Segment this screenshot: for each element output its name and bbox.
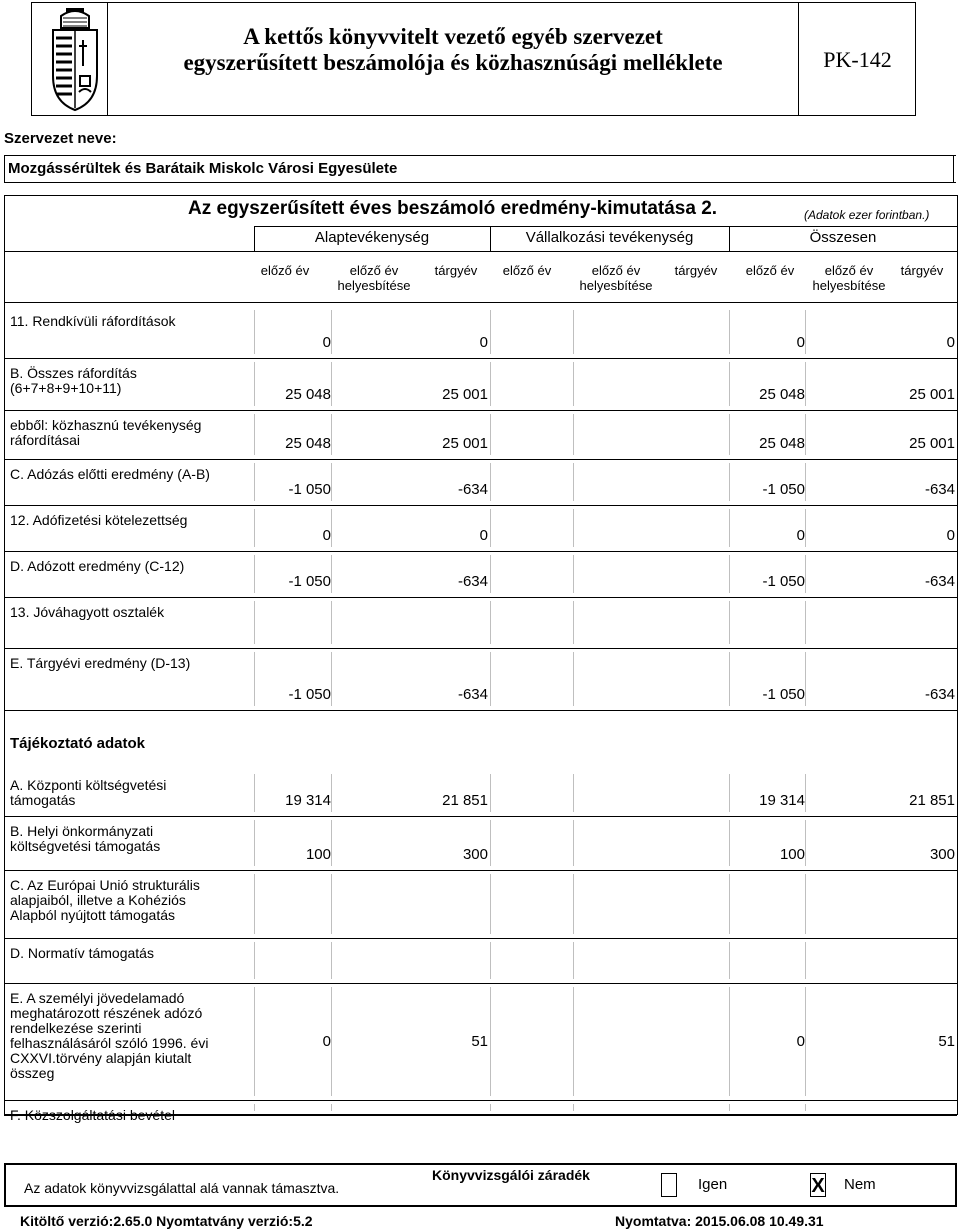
- value-cell: 0: [796, 1032, 805, 1050]
- cell-divider: [331, 652, 332, 706]
- value-cell: 25 001: [909, 435, 955, 452]
- statement-title: Az egyszerűsített éves beszámoló eredmény-kimutatása 2.: [188, 198, 718, 219]
- cell-divider: [805, 774, 806, 812]
- cell-divider: [573, 942, 574, 979]
- value-cell: 0: [796, 334, 805, 351]
- value-cell: 300: [929, 846, 955, 863]
- row-label-line: rendelkezése szerinti: [10, 1020, 142, 1036]
- column-heading-line: előző év: [745, 263, 795, 278]
- value-cell: -1 050: [288, 573, 331, 590]
- row-label: [10, 513, 254, 528]
- group-total: Összesen: [809, 229, 877, 246]
- row-label: [10, 467, 254, 482]
- row-label: [10, 605, 254, 620]
- row-label-line: 13. Jóváhagyott osztalék: [10, 604, 165, 620]
- column-heading-line: helyesbítése: [812, 278, 886, 293]
- cell-divider: [331, 362, 332, 406]
- row-divider: [4, 816, 957, 817]
- row-label: [10, 418, 254, 448]
- value-cell: -634: [924, 481, 955, 498]
- value-cell: -1 050: [288, 481, 331, 498]
- cell-divider: [805, 555, 806, 593]
- row-divider: [4, 597, 957, 598]
- group-business: Vállalkozási tevékenység: [525, 229, 694, 246]
- org-name: Mozgássérültek és Barátaik Miskolc Városi Egyesülete: [8, 160, 398, 177]
- title-line-2: egyszerűsített beszámolója és közhasznúsági melléklete: [183, 50, 723, 75]
- value-cell: -1 050: [288, 686, 331, 703]
- cell-divider: [331, 601, 332, 644]
- cell-divider: [331, 509, 332, 547]
- cell-divider: [805, 509, 806, 547]
- page-title: [108, 24, 798, 76]
- row-label-line: költségvetési támogatás: [10, 838, 161, 854]
- row-divider: [4, 410, 957, 411]
- row-label-line: 11. Rendkívüli ráfordítások: [10, 313, 176, 329]
- cell-divider: [490, 601, 491, 644]
- column-heading-line: helyesbítése: [579, 278, 653, 293]
- row-label: [10, 991, 254, 1081]
- cell-divider: [490, 310, 491, 354]
- row-label-line: Alapból nyújtott támogatás: [10, 907, 175, 923]
- row-divider: [4, 710, 957, 711]
- row-label-line: B. Helyi önkormányzati: [10, 823, 154, 839]
- cell-divider: [805, 1104, 806, 1111]
- cell-divider: [573, 362, 574, 406]
- row-label-line: E. Tárgyévi eredmény (D-13): [10, 655, 191, 671]
- column-heading: [329, 263, 419, 293]
- row-label-line: D. Normatív támogatás: [10, 945, 154, 961]
- value-cell: -634: [457, 686, 488, 703]
- cell-divider: [573, 310, 574, 354]
- value-cell: -1 050: [762, 573, 805, 590]
- value-cell: 0: [796, 527, 805, 544]
- coat-of-arms-icon: [47, 6, 103, 112]
- cell-divider: [729, 942, 730, 979]
- cell-divider: [331, 463, 332, 501]
- cell-divider: [805, 942, 806, 979]
- title-line-1: A kettős könyvvitelt vezető egyéb szervezet: [243, 24, 663, 49]
- column-heading-line: előző év: [349, 263, 399, 278]
- cell-divider: [729, 601, 730, 644]
- cell-divider: [805, 652, 806, 706]
- cell-divider: [331, 942, 332, 979]
- row-label: [10, 878, 254, 923]
- value-cell: 21 851: [442, 792, 488, 809]
- column-heading-line: tárgyév: [674, 263, 718, 278]
- row-label-line: A. Központi költségvetési: [10, 777, 167, 793]
- unit-note: (Adatok ezer forintban.): [804, 208, 930, 222]
- value-cell: 100: [305, 846, 331, 863]
- row-label-line: 12. Adófizetési kötelezettség: [10, 512, 188, 528]
- cell-divider: [805, 874, 806, 934]
- row-divider: [4, 648, 957, 649]
- cell-divider: [573, 414, 574, 455]
- cell-divider: [573, 774, 574, 812]
- cell-divider: [331, 987, 332, 1096]
- value-cell: 0: [479, 527, 488, 544]
- row-divider: [4, 983, 957, 984]
- cell-divider: [490, 414, 491, 455]
- row-label: [10, 314, 254, 329]
- cell-divider: [490, 987, 491, 1096]
- row-label-line: C. Az Európai Unió strukturális: [10, 877, 200, 893]
- row-label-line: alapjaiból, illetve a Kohéziós: [10, 892, 186, 908]
- value-cell: 25 001: [442, 435, 488, 452]
- cell-divider: [490, 1104, 491, 1111]
- column-heading-line: helyesbítése: [337, 278, 411, 293]
- cell-divider: [805, 362, 806, 406]
- row-label-line: ráfordításai: [10, 432, 81, 448]
- cell-divider: [490, 774, 491, 812]
- audit-title: Könyvvizsgálói záradék: [432, 1167, 590, 1183]
- cell-divider: [331, 310, 332, 354]
- row-label: [10, 824, 254, 854]
- cell-divider: [805, 601, 806, 644]
- cell-divider: [805, 414, 806, 455]
- cell-divider: [573, 1104, 574, 1111]
- value-cell: -634: [924, 686, 955, 703]
- value-cell: 100: [779, 846, 805, 863]
- cell-divider: [331, 820, 332, 866]
- row-divider: [4, 459, 957, 460]
- cell-divider: [490, 555, 491, 593]
- value-cell: 25 048: [759, 386, 805, 403]
- row-divider: [4, 1100, 957, 1101]
- cell-divider: [573, 463, 574, 501]
- row-label: [10, 1108, 254, 1123]
- cell-divider: [331, 414, 332, 455]
- cell-divider: [331, 774, 332, 812]
- cell-divider: [490, 820, 491, 866]
- value-cell: 51: [471, 1032, 488, 1050]
- column-heading: [725, 263, 815, 278]
- row-label-line: meghatározott részének adózó: [10, 1005, 203, 1021]
- column-heading: [877, 263, 960, 278]
- cell-divider: [490, 874, 491, 934]
- row-label-line: CXXVI.törvény alapján kiutalt: [10, 1050, 192, 1066]
- cell-divider: [490, 509, 491, 547]
- audit-no-checkbox[interactable]: X: [811, 1175, 825, 1197]
- row-label-line: felhasználásáról szóló 1996. évi: [10, 1035, 209, 1051]
- cell-divider: [490, 463, 491, 501]
- row-label: [10, 559, 254, 574]
- column-heading: [240, 263, 330, 278]
- value-cell: -1 050: [762, 481, 805, 498]
- value-cell: 0: [946, 527, 955, 544]
- cell-divider: [490, 652, 491, 706]
- row-divider: [4, 358, 957, 359]
- value-cell: -634: [457, 573, 488, 590]
- row-label: [10, 366, 254, 396]
- column-heading-line: tárgyév: [434, 263, 478, 278]
- cell-divider: [254, 1104, 255, 1111]
- value-cell: 300: [462, 846, 488, 863]
- cell-divider: [254, 942, 255, 979]
- column-heading-line: előző év: [502, 263, 552, 278]
- row-label: [10, 656, 254, 671]
- value-cell: -634: [924, 573, 955, 590]
- value-cell: 0: [322, 334, 331, 351]
- cell-divider: [331, 1104, 332, 1111]
- cell-divider: [805, 463, 806, 501]
- row-label-line: C. Adózás előtti eredmény (A-B): [10, 466, 210, 482]
- cell-divider: [254, 601, 255, 644]
- row-label-line: E. A személyi jövedelamadó: [10, 990, 185, 1006]
- value-cell: 25 048: [759, 435, 805, 452]
- group-basic: Alaptevékenység: [314, 229, 430, 246]
- row-label-line: B. Összes ráfordítás: [10, 365, 137, 381]
- column-heading-line: előző év: [824, 263, 874, 278]
- value-cell: 25 048: [285, 435, 331, 452]
- cell-divider: [805, 987, 806, 1096]
- cell-divider: [729, 874, 730, 934]
- cell-divider: [573, 652, 574, 706]
- footer-printed: Nyomtatva: 2015.06.08 10.49.31: [615, 1213, 824, 1229]
- cell-divider: [805, 820, 806, 866]
- cell-divider: [573, 601, 574, 644]
- row-divider: [4, 938, 957, 939]
- cell-divider: [573, 987, 574, 1096]
- column-heading: [571, 263, 661, 293]
- footer-version: Kitöltő verzió:2.65.0 Nyomtatvány verzió:5.2: [20, 1213, 313, 1229]
- form-code: PK-142: [823, 47, 892, 72]
- audit-yes-checkbox[interactable]: [661, 1173, 677, 1197]
- row-label-line: F. Közszolgáltatási bevétel: [10, 1107, 175, 1123]
- org-label: Szervezet neve:: [4, 130, 117, 147]
- cell-divider: [729, 1104, 730, 1111]
- value-cell: 21 851: [909, 792, 955, 809]
- audit-text: Az adatok könyvvizsgálattal alá vannak támasztva.: [24, 1180, 340, 1196]
- row-divider: [4, 870, 957, 871]
- cell-divider: [331, 555, 332, 593]
- row-label-line: összeg: [10, 1065, 55, 1081]
- column-heading-line: előző év: [260, 263, 310, 278]
- cell-divider: [490, 942, 491, 979]
- column-heading: [482, 263, 572, 278]
- value-cell: 19 314: [759, 792, 805, 809]
- row-label-line: ebből: közhasznú tevékenység: [10, 417, 202, 433]
- row-divider: [4, 505, 957, 506]
- cell-divider: [573, 874, 574, 934]
- row-label: [10, 778, 254, 808]
- cell-divider: [573, 509, 574, 547]
- cell-divider: [573, 555, 574, 593]
- cell-divider: [573, 820, 574, 866]
- value-cell: 25 048: [285, 386, 331, 403]
- value-cell: 0: [479, 334, 488, 351]
- value-cell: 25 001: [909, 386, 955, 403]
- row-label-line: (6+7+8+9+10+11): [10, 380, 122, 396]
- audit-no-label: Nem: [844, 1176, 876, 1193]
- value-cell: 0: [322, 527, 331, 544]
- column-heading-line: tárgyév: [900, 263, 944, 278]
- row-label-line: D. Adózott eredmény (C-12): [10, 558, 185, 574]
- value-cell: -634: [457, 481, 488, 498]
- info-heading: Tájékoztató adatok: [10, 735, 146, 752]
- row-label-line: támogatás: [10, 792, 76, 808]
- row-divider: [4, 551, 957, 552]
- value-cell: 25 001: [442, 386, 488, 403]
- value-cell: 0: [322, 1032, 331, 1050]
- audit-yes-label: Igen: [698, 1176, 728, 1193]
- cell-divider: [331, 874, 332, 934]
- cell-divider: [805, 310, 806, 354]
- value-cell: 0: [946, 334, 955, 351]
- cell-divider: [490, 362, 491, 406]
- row-label: [10, 946, 254, 961]
- value-cell: -1 050: [762, 686, 805, 703]
- cell-divider: [254, 874, 255, 934]
- value-cell: 19 314: [285, 792, 331, 809]
- column-heading-line: előző év: [591, 263, 641, 278]
- value-cell: 51: [938, 1032, 955, 1050]
